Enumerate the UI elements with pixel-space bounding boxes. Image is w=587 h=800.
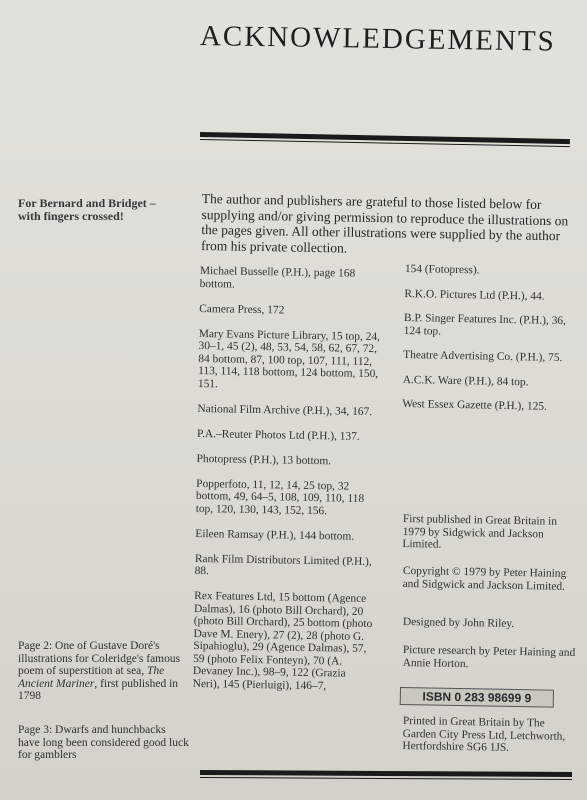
credit-entry: Popperfoto, 11, 12, 14, 25 top, 32 bottom, 49, 64–5, 108, 109, 110, 118 top, 120, 130, 143, 152, 156. xyxy=(195,477,365,517)
credit-entry: Rex Features Ltd, 15 bottom (Agence Dalmas), 16 (photo Bill Orchard), 20 (photo Bill Orchard), 25 bottom (photo Dave M. Enery), 27 (2), 28 (photo G. Sipahioglu), 29 (Agence Dalmas), 57, 59 (photo Felix Fonteyn), 70 (A. Devaney Inc.), 98–9, 122 (Grazia Neri), 145 (Pierluigi), 146–7, xyxy=(192,589,373,692)
footer-rule xyxy=(200,770,572,780)
title-rule xyxy=(200,132,570,147)
page-title: ACKNOWLEDGEMENTS xyxy=(199,20,557,58)
isbn-box: ISBN 0 283 98699 9 xyxy=(400,687,554,708)
caption-page-2 xyxy=(18,640,190,703)
credits-left-column xyxy=(192,265,382,706)
printer-note xyxy=(402,715,578,756)
caption-page-2-prefix: Page 2: One of Gustave Doré's illustrations for Coleridge's famous poem of superstition at sea, xyxy=(18,640,181,678)
credit-entry: Camera Press, 172 xyxy=(199,302,285,316)
credit-entry: Michael Busselle (P.H.), page 168 bottom. xyxy=(199,265,356,291)
credit-entry: P.A.–Reuter Photos Ltd (P.H.), 137. xyxy=(196,427,360,443)
caption-page-2-suffix: , first published in 1798 xyxy=(18,677,179,703)
credit-entry: A.C.K. Ware (P.H.), 84 top. xyxy=(402,373,529,388)
caption-page-2-title: The Ancient Mariner xyxy=(18,665,165,690)
credit-entry: West Essex Gazette (P.H.), 125. xyxy=(402,397,547,413)
first-published-note xyxy=(402,513,578,554)
credit-entry: Rank Film Distributors Limited (P.H.), 88. xyxy=(194,552,372,578)
credit-entry: 154 (Fotopress). xyxy=(404,263,480,277)
first-published-text: First published in Great Britain in 1979 by Sidgwick and Jackson Limited. xyxy=(402,513,558,551)
credit-entry: Photopress (P.H.), 13 bottom. xyxy=(196,452,332,467)
copyright-note xyxy=(403,565,578,593)
credit-entry: Theatre Advertising Co. (P.H.), 75. xyxy=(403,348,563,365)
designer-text: Designed by John Riley. xyxy=(402,616,515,630)
credit-entry: B.P. Singer Features Inc. (P.H.), 36, 124 top. xyxy=(403,311,567,338)
research-text: Picture research by Peter Haining and Annie Horton. xyxy=(402,644,576,670)
caption-page-3: Page 3: Dwarfs and hunchbacks have long been considered good luck for gamblers xyxy=(18,724,189,762)
credits-right-column xyxy=(402,263,577,426)
credit-entry: R.K.O. Pictures Ltd (P.H.), 44. xyxy=(404,287,545,303)
credit-entry: Mary Evans Picture Library, 15 top, 24, 30–1, 45 (2), 48, 53, 54, 58, 62, 67, 72, 84 bottom, 87, 100 top, 107, 111, 112, 113, 114, 118 bottom, 124 bottom, 150, 151. xyxy=(197,327,381,390)
research-note xyxy=(403,644,578,672)
copyright-text: Copyright © 1979 by Peter Haining and Sidgwick and Jackson Limited. xyxy=(402,565,567,593)
credit-entry: National Film Archive (P.H.), 34, 167. xyxy=(197,402,373,418)
credit-entry: Eileen Ramsay (P.H.), 144 bottom. xyxy=(195,527,355,543)
intro-paragraph: The author and publishers are grateful to those listed below for supplying and/or giving permission to reproduce the illustrations on the pages given. All other illustrations were supplied by the author from his private collection. xyxy=(200,191,569,256)
printer-text: Printed in Great Britain by The Garden City Press Ltd, Letchworth, Hertfordshire SG6 1JS. xyxy=(402,715,566,754)
designer-note xyxy=(403,616,578,632)
dedication: For Bernard and Bridget – with fingers crossed! xyxy=(18,196,156,223)
